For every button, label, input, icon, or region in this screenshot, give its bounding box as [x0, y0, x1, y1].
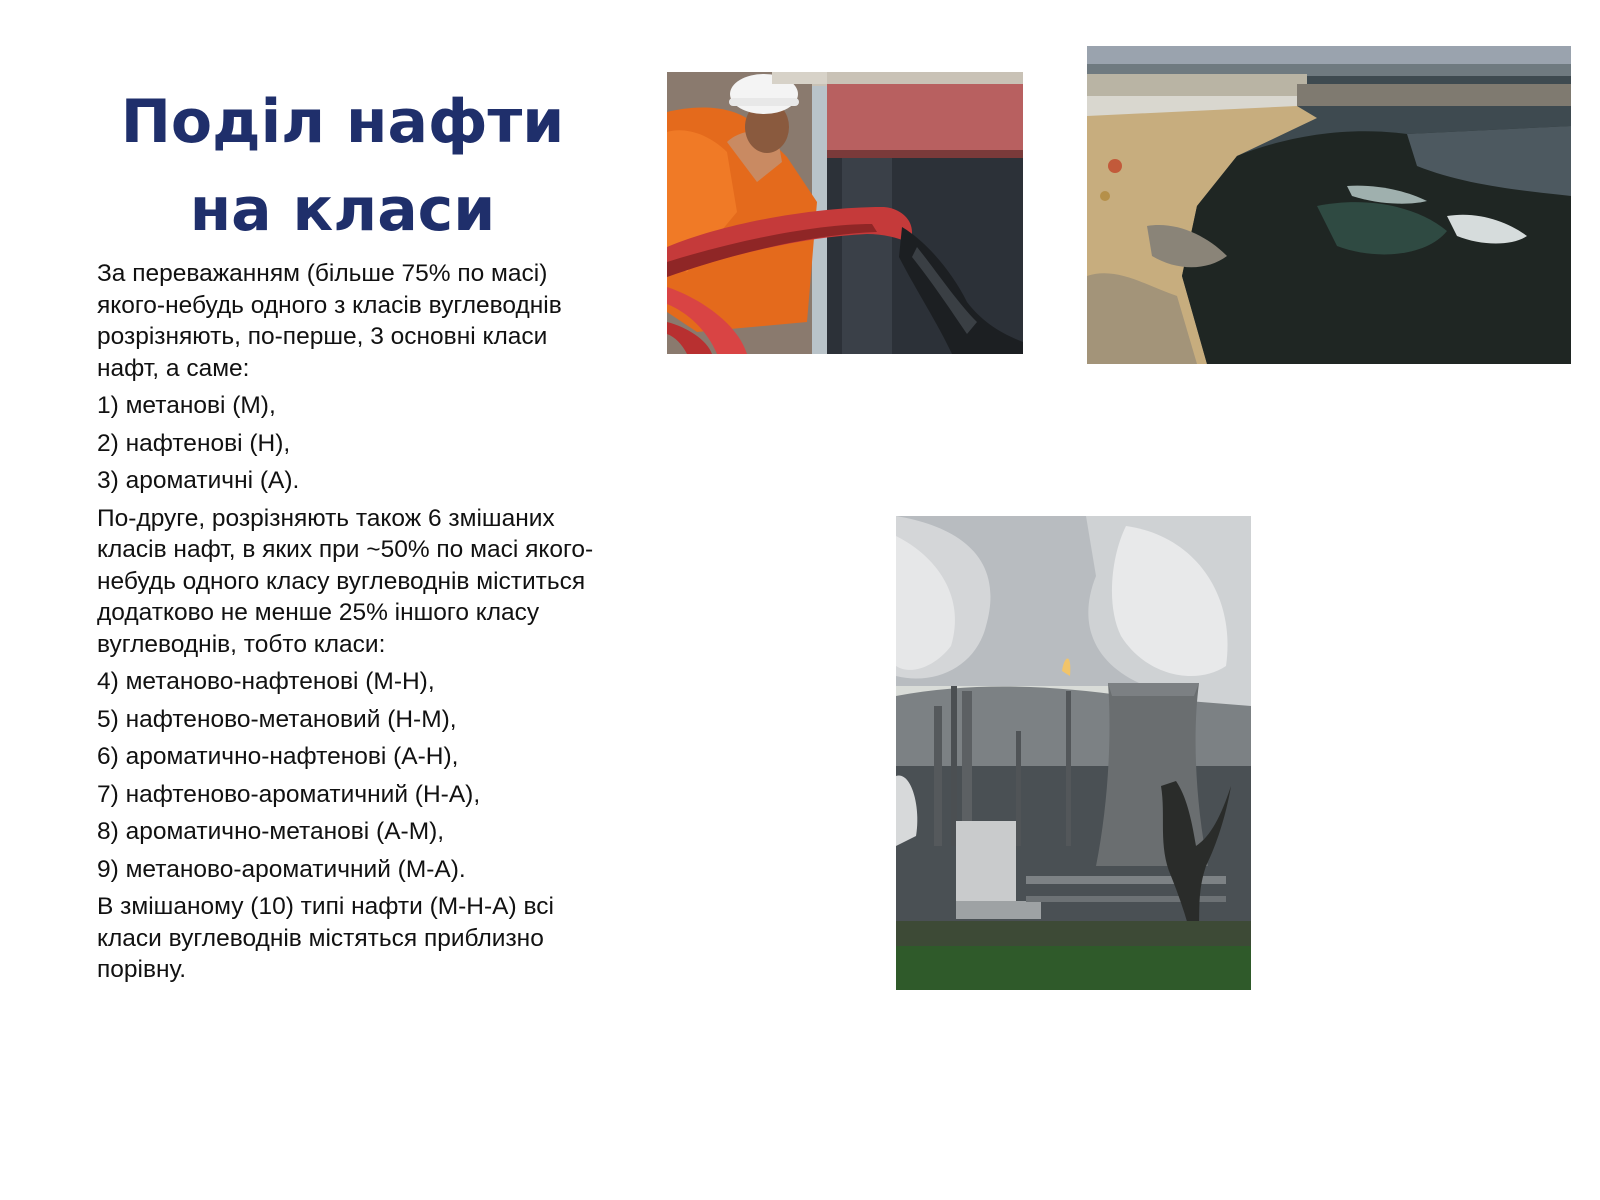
oil-spill-coast-photo	[1087, 46, 1571, 364]
slide-body-text	[97, 258, 607, 992]
paragraph-intro: За переважанням (більше 75% по масі) якого-небудь одного з класів вуглеводнів розрізняють, по-перше, 3 основні класи нафт, а саме:	[97, 260, 562, 382]
list-item-class-9: 9) метаново-ароматичний (М-А).	[97, 855, 466, 883]
list-item-class-1: 1) метанові (М),	[97, 392, 276, 419]
list-item-class-7: 7) нафтеново-ароматичний (Н-А),	[97, 780, 481, 808]
oil-worker-photo	[667, 72, 1023, 354]
list-item-class-5: 5) нафтеново-метановий (Н-М),	[97, 705, 457, 733]
list-item-class-6: 6) ароматично-нафтенові (А-Н),	[97, 743, 459, 770]
paragraph-class-10: В змішаному (10) типі нафти (М-Н-А) всі класи вуглеводнів містяться приблизно порівну.	[97, 893, 554, 983]
list-item-class-2: 2) нафтенові (Н),	[97, 429, 291, 457]
list-item-class-3: 3) ароматичні (А).	[97, 467, 300, 494]
list-item-class-8: 8) ароматично-метанові (А-М),	[97, 818, 445, 845]
list-item-class-4: 4) метаново-нафтенові (М-Н),	[97, 668, 435, 695]
paragraph-mixed-classes: По-друге, розрізняють також 6 змішаних класів нафт, в яких при ~50% по масі якого-небудь одного класу вуглеводнів міститься додатково не менше 25% іншого класу вуглеводнів, тобто класи:	[97, 504, 594, 658]
oil-refinery-photo	[896, 516, 1251, 990]
slide-title: Поділ нафти на класи	[120, 87, 565, 245]
